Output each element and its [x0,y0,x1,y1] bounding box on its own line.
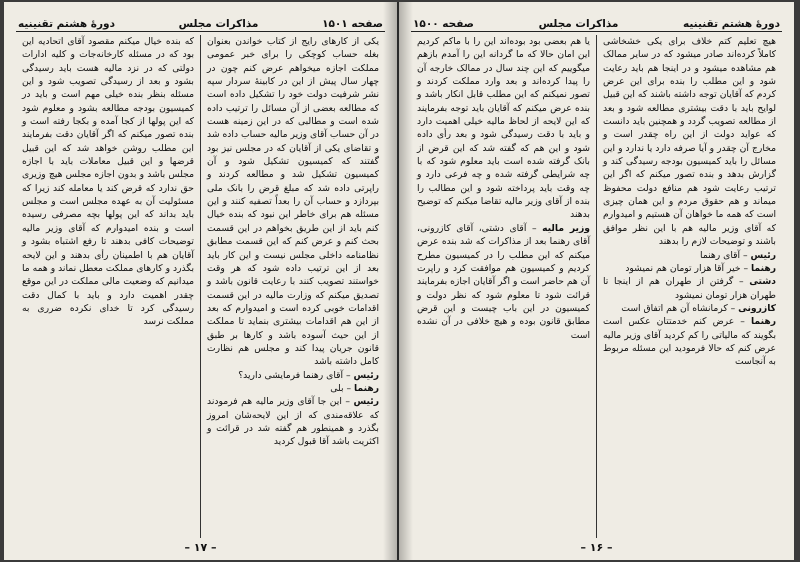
right-page [399,2,794,560]
right-page-folio: – ۱۶ – [580,541,613,554]
right-page-header [411,10,782,32]
paragraph: هیچ تعلیم کتم خلاف برای یکی خشخاشی کاملاً کرده‌اند صادر میشود که در سایر ممالک هم مشاهده میشود و در اینجا هم باید رعایت شود و این مطلب را بنده برای این عرض کردم که آقایان توجه داشته باشند که این قبیل لوایح باید با دقت بیشتری مطالعه شود و بعد از مطالعه تصویب گردد و همچنین باید دانست که عواید دولت از این راه چقدر است و مخارج آن چقدر و آیا صرفه دارد یا ندارد و این مسائل را باید کمیسیون بودجه رسیدگی کند و گزارش بدهد و بنده تصور میکنم که اگر این ترتیب رعایت شود هم منافع دولت محفوظ میماند و هم حقوق مردم و این همان چیزی است که همه ما خواهان آن هستیم و امیدوارم که آقای وزیر مالیه هم با این نظر موافق باشند و توضیحات لازم را بدهند [603,36,776,248]
paragraph: یا هم بعضی بود بوده‌اند این را با ماکم کردیم این امان حالا که ما گردانه این را آمدم بازهم میگوییم که این چند سال در ممالک خارجه آن را پیدا کرده‌اند و بعد وارد مملکت کردند و تصور نمیکنم که این مطلب قابل انکار باشد و بنده عرض میکنم که آقایان باید توجه بفرمایند که این لایحه از لحاظ مالیه خیلی اهمیت دارد و باید با دقت رسیدگی شود و بعد رأی داده شود و این هم که گفته شد که این قرض از بانک گرفته شده است باید معلوم شود که با چه شرایطی گرفته شده و چه فرعی دارد و چه وقت باید پرداخته شود و این مطالب را بنده از آقای وزیر مالیه تقاضا میکنم که توضیح بدهند [417,36,590,221]
speaker-line: رهنما – بلی [330,382,379,394]
speaker-text: آقای رهنما [700,249,741,261]
right-page-column-2 [411,35,596,538]
left-page-columns [16,35,385,538]
paragraph: یکی از کارهای رایج از کتاب خواندن بعنوان بغله حساب کوچکی را برای خبر عمومی مملکت اجازه میخواهم عرض کنم چون در چهار سال پیش از این در کابینهٔ سردار سپه نشر شرفیت دولت خود را تشکیل داده است که مطالعه بعضی از آن مسائل را ترتیب داده شده است و مطالبی که در این زمینه هست در آن حساب آقای وزیر مالیه حساب داده شد و تقاضای یکی از آقایان که در مجلس نیز بود گفتند که کمیسیون تشکیل شود و آن کمیسیون تشکیل شد و مطالعه کردند و راپرتی داده شد که مبلغ قرض را بانک ملی بپردازد و حساب آن را بعداً تصفیه کنند و این مسئله هم برای خاطر این نبود که بنده خیال کنم باید از این طریق بخواهم در این قسمت بحث کنم و عرض کنم که این قسمت مطابق نظامنامه داخلی مجلس نیست و این کار باید بعد از این ترتیب داده شود که هر وقت خواستند تصویب کنند با رعایت قانون باشد و تصدیق میکنم که وزارت مالیه در این قسمت اقدامات خوبی کرده است و امیدوارم که بعد از این هم اقدامات بیشتری بنماید تا مملکت از این حیث آسوده باشد و کارها بر طبق قانون جریان پیدا کند و مجلس هم نظارت کامل داشته باشد [207,36,379,368]
speaker-name: وزیر مالیه [542,222,591,234]
left-page-header [16,10,385,32]
gutter-shadow [383,2,397,560]
speaker-name: دشتی [749,276,776,288]
left-page [4,2,399,560]
speaker-line: رئیس – این جا آقای وزیر مالیه هم فرمودند که علاقه‌مندی که از این لایحه‌شان امروز بگذرد و همینطور هم گفته شد در قرائت و اکثریت باشد آقا قبول کردید [207,396,379,448]
paragraph: که بنده خیال میکنم مقصود آقای اتحادیه این بود که در مسئله کارخانه‌جات و کلیه ادارات دولتی که در نزد مالیه هست باید رسیدگی بشود و بعد از رسیدگی تصویب شود و این مسئله بنظر بنده خیلی مهم است و باید در کمیسیون بودجه مطالعه بشود و معلوم شود که این پولها از کجا آمده و بکجا رفته است و بنده تصور میکنم که اگر آقایان دقت بفرمایند این مطلب روشن خواهد شد که این قبیل قرضها و این قبیل معاملات باید با اجازه مجلس باشد و بدون اجازه مجلس هیچ وزیری حق ندارد که قرض کند یا معامله کند زیرا که مسئولیت آن به عهده مجلس است و مجلس باید بداند که این پولها بچه مصرفی رسیده است و بنده امیدوارم که آقای وزیر مالیه توضیحات کافی بدهند تا رفع اشتباه بشود و آقایان هم با اطمینان رأی بدهند و این لایحه بگذرد و کارهای مملکت معطل نماند و همه ما میدانیم که وضعیت مالی مملکت در این موقع چقدر اهمیت دارد و باید با کمال دقت رسیدگی کرد تا خدای نکرده ضرری به مملکت نرسد [22,36,194,328]
right-page-columns [411,35,782,538]
right-page-column-1 [597,35,782,538]
left-page-number: صفحه ۱۵۰۱ [322,18,383,30]
speaker-text: کرمانشاه آن هم اتفاق است [621,302,728,314]
speaker-name: رهنما [750,262,776,274]
speaker-line: دشتی – گرفتن از طهران هم از اینجا تا طهران هزار تومان نمیشود [603,276,776,301]
right-page-session: دورهٔ هشتم تقنینیه [683,18,780,30]
speaker-text: عرض کنم خدمتتان عکس است بگویند که مالیاتی را کم کردید آقای وزیر مالیه عرض کنم که حالا فرمودید این مسئله مربوط به آنجاست [603,316,776,368]
speaker-text: آقای رهنما فرمایشی دارید؟ [238,369,344,381]
speaker-text: خیر آقا هزار تومان هم نمیشود [625,262,741,274]
speaker-line: رئیس – آقای رهنما [700,249,776,261]
speaker-line: کازرونی – کرمانشاه آن هم اتفاق است [621,302,776,314]
left-page-column-1 [201,35,385,538]
speaker-name: رئیس [353,396,379,408]
speaker-name: کازرونی [738,302,776,314]
speaker-name: رهنما [750,316,776,328]
speaker-text: آقای دشتی، آقای کازرونی، آقای رهنما بعد از مذاکرات که شد بنده عرض میکنم که این مطلب را در کمیسیون مطرح کردیم و کمیسیون هم موافقت کرد و راپرت آن هم حاضر است و اگر آقایان اجازه بفرمایند قرائت شود تا معلوم شود که نظر دولت و کمیسیون در این باب چیست و این قرض مطابق قانون بوده و هیچ خلافی در آن نشده است [417,222,590,341]
left-page-session: دورهٔ هشتم تقنینیه [18,18,115,30]
speaker-name: رئیس [750,249,776,261]
speaker-line: رهنما – خیر آقا هزار تومان هم نمیشود [625,262,776,274]
left-page-title: مذاکرات مجلس [178,18,259,30]
right-page-title: مذاکرات مجلس [538,18,619,30]
speaker-text: گرفتن از طهران هم از اینجا تا طهران هزار تومان نمیشود [603,276,776,301]
left-page-column-2 [16,35,200,538]
left-page-folio: – ۱۷ – [184,541,217,554]
speaker-text: این جا آقای وزیر مالیه هم فرمودند که علاقه‌مندی که از این لایحه‌شان امروز بگذرد و همینطور هم گفته شد در قرائت و اکثریت باشد آقا قبول کردید [207,396,379,448]
right-page-number: صفحه ۱۵۰۰ [413,18,474,30]
speaker-text: بلی [330,382,344,394]
speaker-line: رهنما – عرض کنم خدمتتان عکس است بگویند که مالیاتی را کم کردید آقای وزیر مالیه عرض کنم که حالا فرمودید این مسئله مربوط به آنجاست [603,316,776,368]
speaker-line: رئیس – آقای رهنما فرمایشی دارید؟ [238,369,379,381]
speaker-name: رهنما [353,382,379,394]
book-spread [4,2,796,560]
speaker-line: وزیر مالیه – آقای دشتی، آقای کازرونی، آقای رهنما بعد از مذاکرات که شد بنده عرض میکنم که این مطلب را در کمیسیون مطرح کردیم و کمیسیون هم موافقت کرد و راپرت آن هم حاضر است و اگر آقایان اجازه بفرمایند قرائت شود تا معلوم شود که نظر دولت و کمیسیون در این باب چیست و این قرض مطابق قانون بوده و هیچ خلافی در آن نشده است [417,222,591,341]
speaker-name: رئیس [353,369,379,381]
